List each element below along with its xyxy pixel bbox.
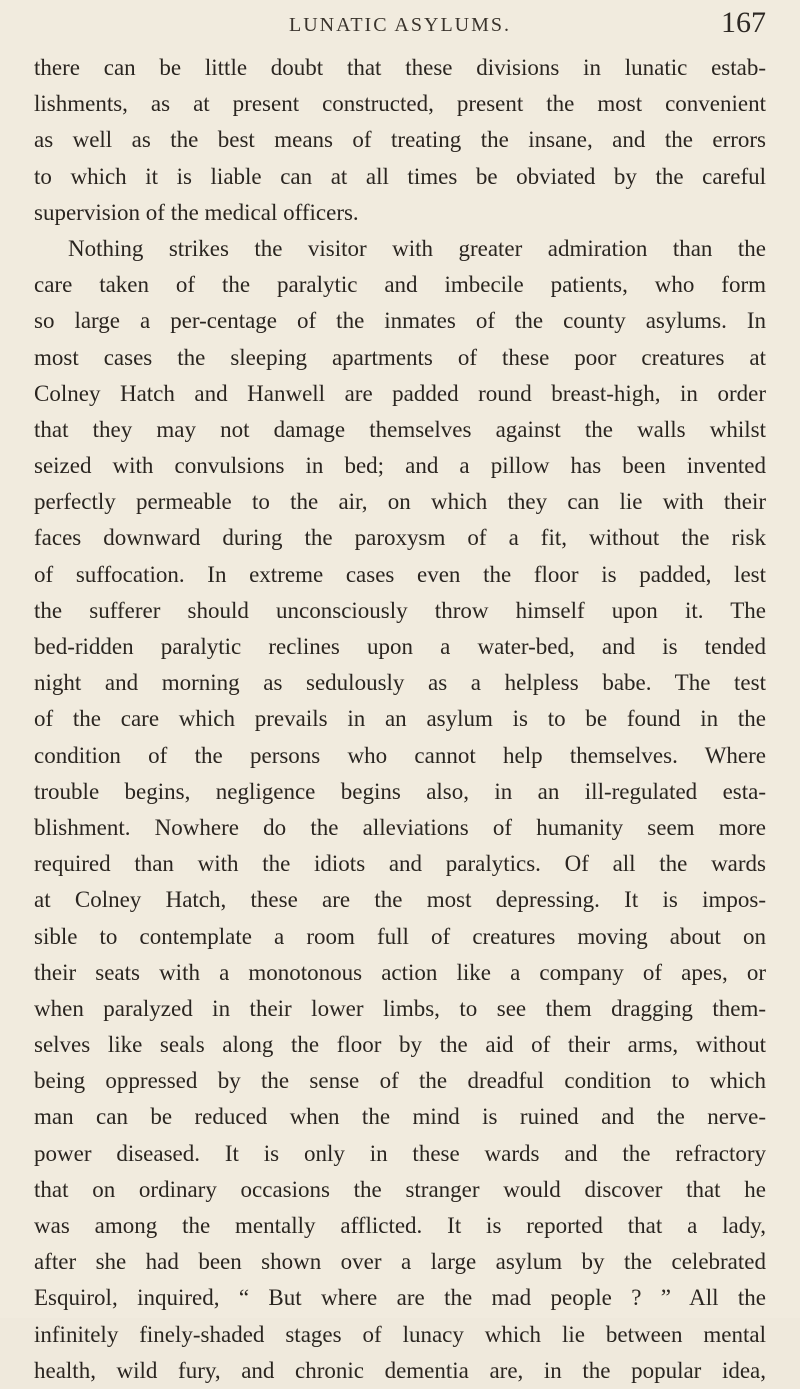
text-line: as well as the best means of treating the insane, and the errors <box>34 127 766 153</box>
text-line: after she had been shown over a large asylum by the celebrated <box>34 1249 766 1275</box>
text-line: supervision of the medical officers. <box>34 199 359 225</box>
text-line: trouble begins, negligence begins also, in an ill-regulated esta- <box>34 778 766 804</box>
body-text <box>34 50 766 1389</box>
text-line: there can be little doubt that these divisions in lunatic estab- <box>34 55 766 80</box>
text-line: faces downward during the paroxysm of a fit, without the risk <box>34 525 766 551</box>
text-line: bed-ridden paralytic reclines upon a water-bed, and is tended <box>34 634 766 659</box>
text-line: man can be reduced when the mind is ruined and the nerve- <box>34 1104 766 1130</box>
text-line: that they may not damage themselves against the walls whilst <box>34 416 766 442</box>
text-line: health, wild fury, and chronic dementia are, in the popular idea, <box>34 1357 766 1383</box>
text-line: of the care which prevails in an asylum is to be found in the <box>34 706 766 732</box>
text-line: condition of the persons who cannot help themselves. Where <box>34 742 766 768</box>
text-line: so large a per-centage of the inmates of the county asylums. In <box>34 308 766 334</box>
text-line: Esquirol, inquired, “ But where are the mad people ? ” All the <box>34 1285 766 1311</box>
text-line: night and morning as sedulously as a helpless babe. The test <box>34 670 766 696</box>
text-line: was among the mentally afflicted. It is reported that a lady, <box>34 1213 766 1238</box>
text-line: Nothing strikes the visitor with greater admiration than the <box>68 235 766 261</box>
text-line: perfectly permeable to the air, on which they can lie with their <box>34 489 766 515</box>
text-line: blishment. Nowhere do the alleviations of humanity seem more <box>34 814 766 840</box>
text-line: their seats with a monotonous action like a company of apes, or <box>34 959 766 985</box>
text-line: the sufferer should unconsciously throw himself upon it. The <box>34 597 766 623</box>
text-line: most cases the sleeping apartments of these poor creatures at <box>34 344 766 370</box>
text-line: being oppressed by the sense of the dreadful condition to which <box>34 1068 766 1094</box>
text-line: required than with the idiots and paralytics. Of all the wards <box>34 851 766 877</box>
running-head <box>34 6 766 46</box>
text-line: selves like seals along the floor by the aid of their arms, without <box>34 1032 766 1058</box>
text-line: power diseased. It is only in these wards and the refractory <box>34 1140 766 1166</box>
text-line: at Colney Hatch, these are the most depressing. It is impos- <box>34 887 766 913</box>
running-title: LUNATIC ASYLUMS. <box>288 14 512 36</box>
text-line: when paralyzed in their lower limbs, to see them dragging them- <box>34 995 766 1021</box>
text-line: care taken of the paralytic and imbecile patients, who form <box>34 272 766 298</box>
page-number: 167 <box>721 6 766 39</box>
text-line: of suffocation. In extreme cases even the floor is padded, lest <box>34 561 766 587</box>
text-line: lishments, as at present constructed, present the most convenient <box>34 91 766 117</box>
text-line: sible to contemplate a room full of creatures moving about on <box>34 923 766 949</box>
text-line: infinitely finely-shaded stages of lunacy which lie between mental <box>34 1321 766 1347</box>
text-line: seized with convulsions in bed; and a pillow has been invented <box>34 453 766 479</box>
text-line: to which it is liable can at all times be obviated by the careful <box>34 163 766 189</box>
text-line: that on ordinary occasions the stranger would discover that he <box>34 1176 766 1202</box>
text-line: Colney Hatch and Hanwell are padded round breast-high, in order <box>34 380 766 406</box>
